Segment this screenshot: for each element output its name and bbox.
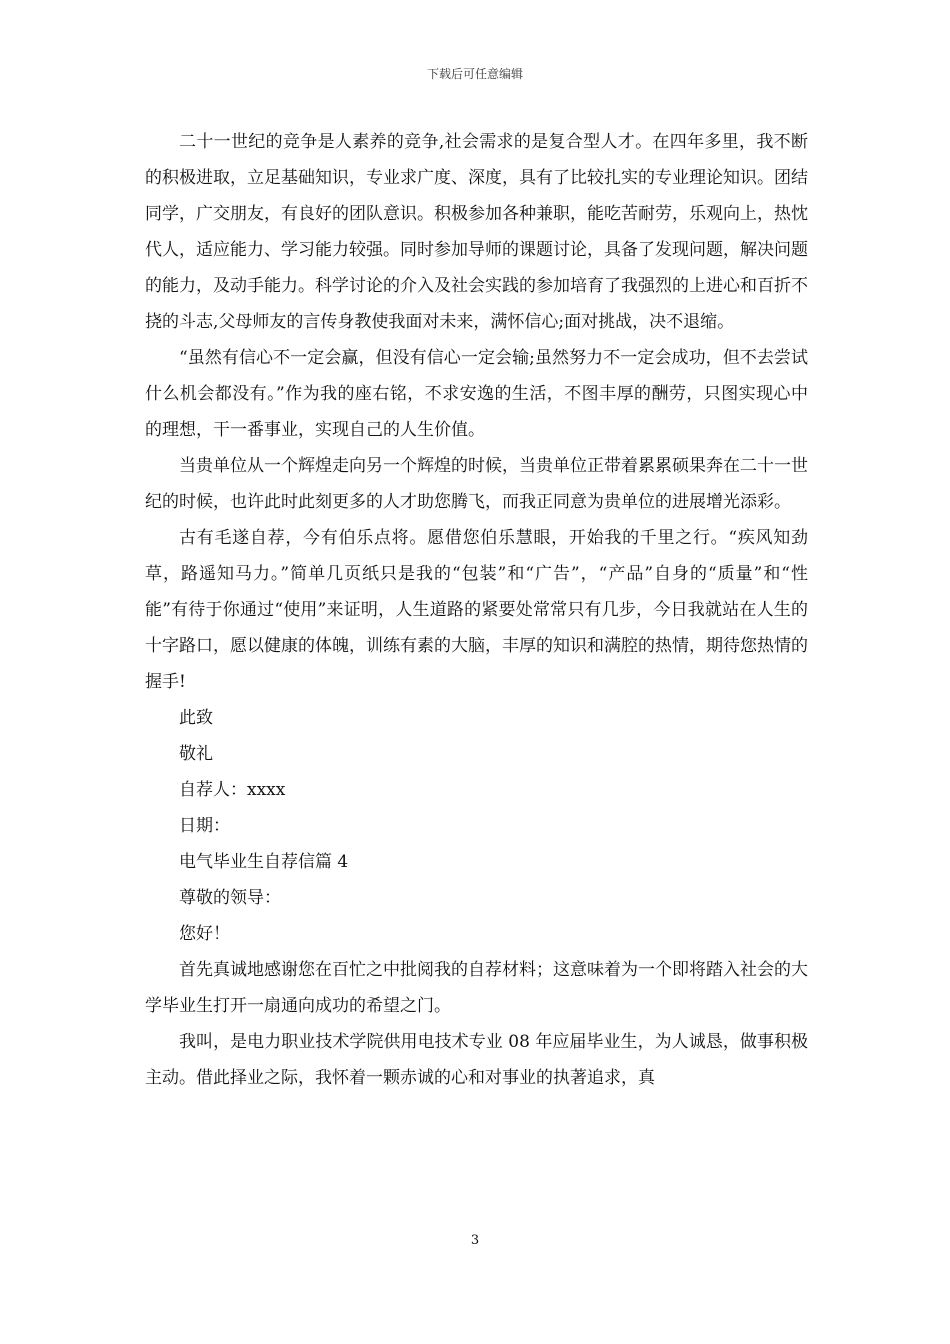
page-number: 3 [470, 1233, 480, 1248]
document-body [145, 124, 808, 1096]
salutation-line: 尊敬的领导： [179, 888, 281, 908]
paragraph-contribution: 当贵单位从一个辉煌走向另一个辉煌的时候，当贵单位正带着累累硕果奔在二十一世纪的时候，也许此时此刻更多的人才助您腾飞，而我正同意为贵单位的进展增光添彩。 [145, 456, 808, 512]
page-header: 下载后可任意编辑 [426, 67, 523, 81]
date-line: 日期： [179, 816, 230, 836]
closing-greeting: 此致 [179, 708, 213, 728]
section-title: 电气毕业生自荐信篇 4 [179, 852, 349, 872]
paragraph-thanks: 首先真诚地感谢您在百忙之中批阅我的自荐材料；这意味着为一个即将踏入社会的大学毕业生打开一扇通向成功的希望之门。 [145, 960, 808, 1016]
closing-salute: 敬礼 [179, 744, 213, 764]
paragraph-competition: 二十一世纪的竞争是人素养的竞争,社会需求的是复合型人才。在四年多里，我不断的积极进取，立足基础知识，专业求广度、深度，具有了比较扎实的专业理论知识。团结同学，广交朋友，有良好的团队意识。积极参加各种兼职，能吃苦耐劳，乐观向上，热忱代人，适应能力、学习能力较强。同时参加导师的课题讨论，具备了发现问题，解决问题的能力，及动手能力。科学讨论的介入及社会实践的参加培育了我强烈的上进心和百折不挠的斗志,父母师友的言传身教使我面对未来，满怀信心;面对挑战，决不退缩。 [145, 132, 808, 332]
paragraph-self-recommendation: 古有毛遂自荐，今有伯乐点将。愿借您伯乐慧眼，开始我的千里之行。“疾风知劲草，路遥知马力。”简单几页纸只是我的“包装”和“广告”，“产品”自身的“质量”和“性能”有待于你通过“使用”来证明，人生道路的紧要处常常只有几步，今日我就站在人生的十字路口，愿以健康的体魄，训练有素的大脑，丰厚的知识和满腔的热情，期待您热情的握手! [145, 528, 808, 692]
hello-line: 您好！ [179, 924, 230, 944]
signer-line: 自荐人：xxxx [179, 780, 286, 800]
paragraph-introduction: 我叫，是电力职业技术学院供用电技术专业 08 年应届毕业生，为人诚恳，做事积极主动。借此择业之际，我怀着一颗赤诚的心和对事业的执著追求，真 [145, 1032, 808, 1088]
paragraph-motto: “虽然有信心不一定会赢，但没有信心一定会输;虽然努力不一定会成功，但不去尝试什么机会都没有。”作为我的座右铭，不求安逸的生活，不图丰厚的酬劳，只图实现心中的理想，干一番事业，实现自己的人生价值。 [145, 348, 808, 440]
